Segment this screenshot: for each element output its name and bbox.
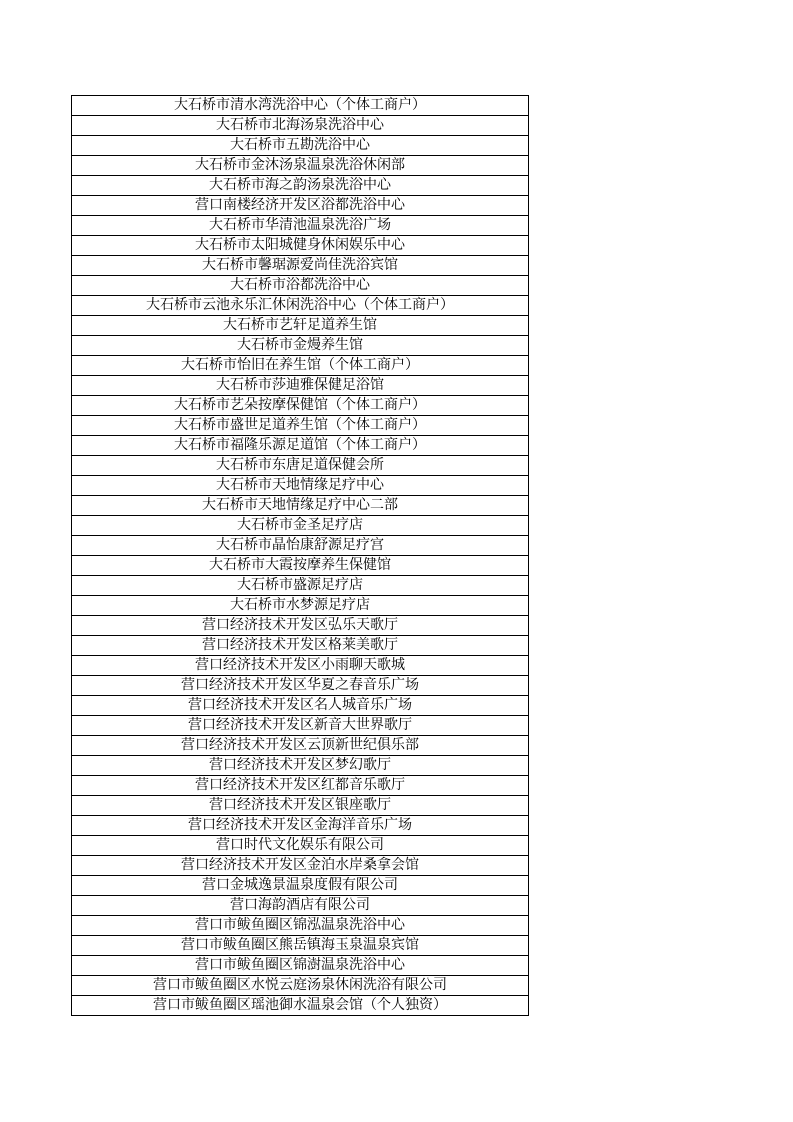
business-name-cell: 营口经济技术开发区弘乐天歌厅: [72, 616, 529, 636]
business-name-cell: 大石桥市怡旧在养生馆（个体工商户）: [72, 356, 529, 376]
business-name-cell: 营口海韵酒店有限公司: [72, 896, 529, 916]
business-name-cell: 营口市鲅鱼圈区熊岳镇海玉泉温泉宾馆: [72, 936, 529, 956]
table-row: [72, 596, 529, 616]
table-row: [72, 136, 529, 156]
table-row: [72, 216, 529, 236]
business-name-cell: 大石桥市太阳城健身休闲娱乐中心: [72, 236, 529, 256]
business-name-cell: 大石桥市水梦源足疗店: [72, 596, 529, 616]
business-list-table: [71, 95, 529, 1016]
business-name-cell: 大石桥市馨琚源爱尚佳洗浴宾馆: [72, 256, 529, 276]
business-name-cell: 营口南楼经济开发区浴都洗浴中心: [72, 196, 529, 216]
table-row: [72, 356, 529, 376]
table-row: [72, 756, 529, 776]
table-row: [72, 796, 529, 816]
table-row: [72, 716, 529, 736]
business-name-cell: 营口经济技术开发区金海洋音乐广场: [72, 816, 529, 836]
business-name-cell: 大石桥市天地情缘足疗中心二部: [72, 496, 529, 516]
business-name-cell: 大石桥市清水湾洗浴中心（个体工商户）: [72, 96, 529, 116]
business-name-cell: 营口市鲅鱼圈区瑶池御水温泉会馆（个人独资）: [72, 996, 529, 1016]
business-name-cell: 大石桥市莎迪雅保健足浴馆: [72, 376, 529, 396]
table-row: [72, 196, 529, 216]
business-name-cell: 大石桥市华清池温泉洗浴广场: [72, 216, 529, 236]
business-name-cell: 营口经济技术开发区金泊水岸桑拿会馆: [72, 856, 529, 876]
business-name-cell: 营口金城逸景温泉度假有限公司: [72, 876, 529, 896]
business-name-cell: 营口经济技术开发区华夏之春音乐广场: [72, 676, 529, 696]
business-name-cell: 大石桥市金圣足疗店: [72, 516, 529, 536]
table-row: [72, 556, 529, 576]
table-row: [72, 876, 529, 896]
business-name-cell: 大石桥市盛世足道养生馆（个体工商户）: [72, 416, 529, 436]
table-row: [72, 916, 529, 936]
table-row: [72, 656, 529, 676]
table-row: [72, 976, 529, 996]
table-row: [72, 696, 529, 716]
business-name-cell: 营口经济技术开发区小雨聊天歌城: [72, 656, 529, 676]
business-name-cell: 营口时代文化娱乐有限公司: [72, 836, 529, 856]
business-name-cell: 大石桥市金沐汤泉温泉洗浴休闲部: [72, 156, 529, 176]
table-row: [72, 456, 529, 476]
table-row: [72, 376, 529, 396]
table-row: [72, 836, 529, 856]
table-row: [72, 996, 529, 1016]
business-name-cell: 大石桥市海之韵汤泉洗浴中心: [72, 176, 529, 196]
table-row: [72, 416, 529, 436]
business-name-cell: 大石桥市艺朵按摩保健馆（个体工商户）: [72, 396, 529, 416]
table-row: [72, 816, 529, 836]
business-name-cell: 大石桥市五勘洗浴中心: [72, 136, 529, 156]
table-row: [72, 276, 529, 296]
table-row: [72, 636, 529, 656]
business-name-cell: 大石桥市东唐足道保健会所: [72, 456, 529, 476]
table-row: [72, 116, 529, 136]
business-list-body: [72, 96, 529, 1016]
business-name-cell: 大石桥市天地情缘足疗中心: [72, 476, 529, 496]
business-name-cell: 大石桥市晶怡康舒源足疗宫: [72, 536, 529, 556]
business-name-cell: 大石桥市浴都洗浴中心: [72, 276, 529, 296]
business-name-cell: 营口经济技术开发区格莱美歌厅: [72, 636, 529, 656]
business-name-cell: 营口经济技术开发区银座歌厅: [72, 796, 529, 816]
business-name-cell: 大石桥市金熳养生馆: [72, 336, 529, 356]
table-row: [72, 616, 529, 636]
business-name-cell: 营口经济技术开发区梦幻歌厅: [72, 756, 529, 776]
table-row: [72, 96, 529, 116]
table-row: [72, 436, 529, 456]
business-name-cell: 大石桥市艺轩足道养生馆: [72, 316, 529, 336]
business-name-cell: 营口经济技术开发区红都音乐歌厅: [72, 776, 529, 796]
business-name-cell: 大石桥市盛源足疗店: [72, 576, 529, 596]
table-row: [72, 536, 529, 556]
table-row: [72, 296, 529, 316]
business-name-cell: 大石桥市云池永乐汇休闲洗浴中心（个体工商户）: [72, 296, 529, 316]
table-row: [72, 396, 529, 416]
business-name-cell: 营口经济技术开发区新音大世界歌厅: [72, 716, 529, 736]
business-name-cell: 营口经济技术开发区云顶新世纪俱乐部: [72, 736, 529, 756]
business-name-cell: 营口市鲅鱼圈区锦澍温泉洗浴中心: [72, 956, 529, 976]
business-name-cell: 营口经济技术开发区名人城音乐广场: [72, 696, 529, 716]
table-row: [72, 156, 529, 176]
business-name-cell: 大石桥市大霞按摩养生保健馆: [72, 556, 529, 576]
business-name-cell: 营口市鲅鱼圈区水悦云庭汤泉休闲洗浴有限公司: [72, 976, 529, 996]
business-name-cell: 大石桥市福隆乐源足道馆（个体工商户）: [72, 436, 529, 456]
table-row: [72, 776, 529, 796]
table-row: [72, 576, 529, 596]
table-row: [72, 476, 529, 496]
table-row: [72, 236, 529, 256]
business-name-cell: 营口市鲅鱼圈区锦泓温泉洗浴中心: [72, 916, 529, 936]
table-row: [72, 256, 529, 276]
table-row: [72, 496, 529, 516]
table-row: [72, 176, 529, 196]
table-row: [72, 936, 529, 956]
table-row: [72, 316, 529, 336]
table-row: [72, 676, 529, 696]
table-row: [72, 856, 529, 876]
table-row: [72, 336, 529, 356]
business-name-cell: 大石桥市北海汤泉洗浴中心: [72, 116, 529, 136]
table-row: [72, 956, 529, 976]
table-row: [72, 896, 529, 916]
table-row: [72, 516, 529, 536]
table-row: [72, 736, 529, 756]
